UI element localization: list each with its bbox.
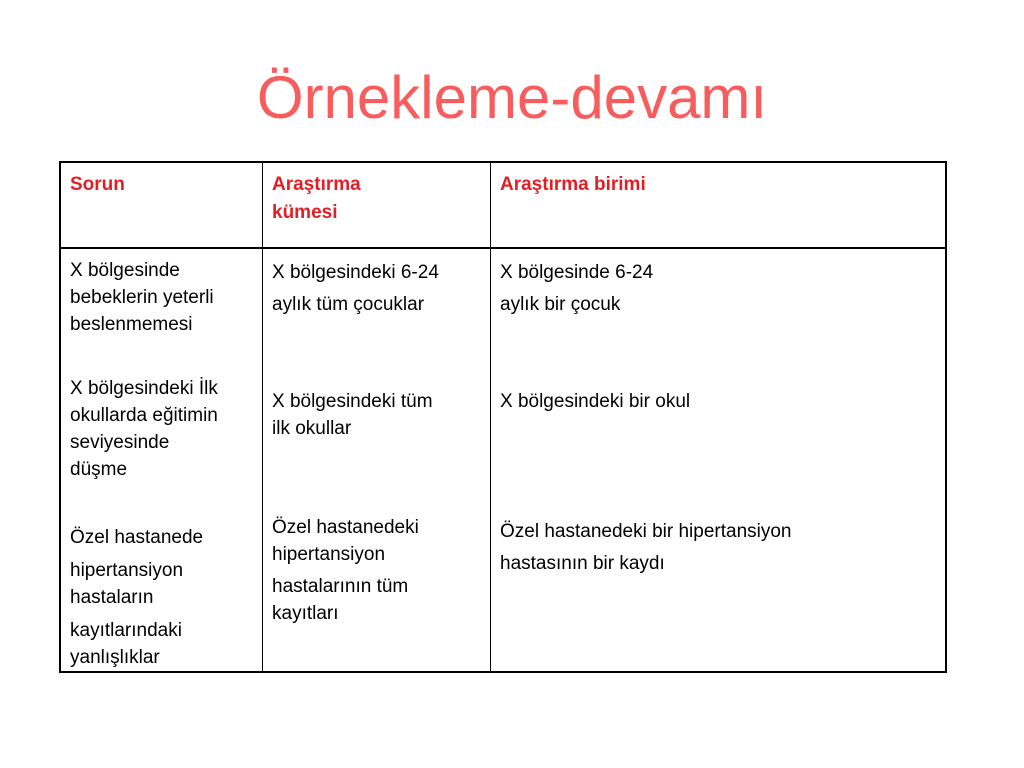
row3-kume-part2: hastalarının tüm kayıtları (272, 576, 409, 624)
row3-birim-part2: hastasının bir kaydı (500, 553, 665, 574)
row3-sorun-part2: hipertansiyon hastaların (70, 560, 184, 608)
header-arastirma-birimi: Araştırma birimi (500, 174, 646, 195)
header-sorun: Sorun (70, 174, 125, 195)
header-arastirma-kumesi: Araştırma kümesi (272, 174, 361, 223)
row1-birim: X bölgesinde 6-24 aylık bir çocuk (500, 262, 654, 315)
row3-kume-part1: Özel hastanedeki hipertansiyon (272, 517, 419, 565)
row2-kume: X bölgesindeki tüm ilk okullar (272, 391, 433, 439)
row3-birim-part1: Özel hastanedeki bir hipertansiyon (500, 521, 792, 542)
sampling-table (59, 161, 947, 673)
slide-title: Örnekleme-devamı (256, 64, 768, 131)
row2-birim: X bölgesindeki bir okul (500, 391, 691, 412)
column-divider-2 (490, 163, 491, 671)
column-divider-1 (262, 163, 263, 671)
row3-sorun-part3: kayıtlarındaki yanlışlıklar (70, 620, 182, 668)
row2-sorun: X bölgesindeki İlk okullarda eğitimin seviyesinde düşme (70, 378, 218, 480)
header-divider (61, 247, 945, 249)
row1-kume: X bölgesindeki 6-24 aylık tüm çocuklar (272, 262, 439, 315)
row3-sorun-part1: Özel hastanede (70, 527, 204, 548)
row1-sorun: X bölgesinde bebeklerin yeterli beslenmemesi (70, 260, 214, 335)
